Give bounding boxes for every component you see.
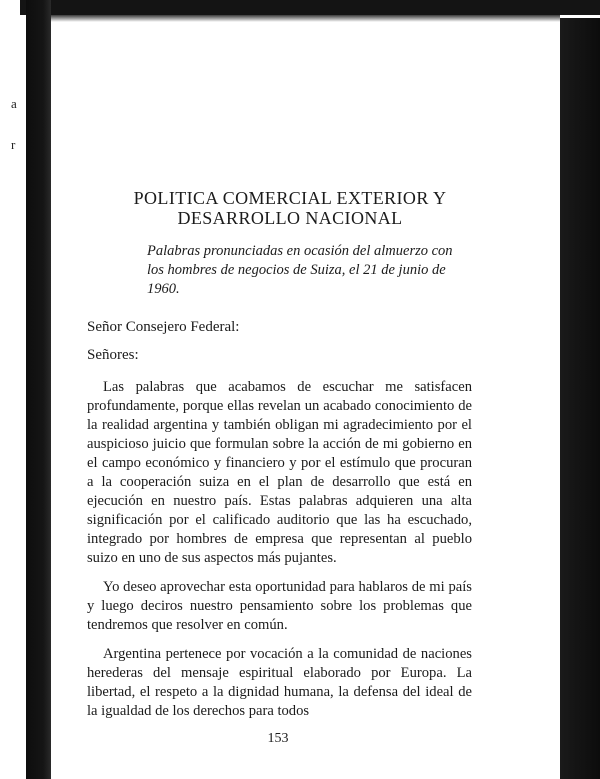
paragraph: Argentina pertenece por vocación a la comunidad de naciones herederas del mensaje espiritual elaborado por Europa. La libertad, el respeto a la dignidad humana, la defensa del ideal de la igualdad de los derechos para todos bbox=[87, 646, 472, 719]
scan-border-top bbox=[20, 0, 600, 15]
page-number: 153 bbox=[267, 731, 289, 746]
scan-border-right bbox=[560, 18, 600, 779]
margin-letter: a bbox=[11, 96, 17, 111]
paragraph: Yo deseo aprovechar esta oportunidad para hablaros de mi país y luego deciros nuestro pensamiento sobre los problemas que tendremos que resolver en común. bbox=[87, 579, 472, 633]
paragraph: Las palabras que acabamos de escuchar me satisfacen profundamente, porque ellas revelan un acabado conocimiento de la realidad argentina y también obligan mi agradecimiento por el auspicioso juicio que formulan sobre la acción de mi gobierno en el campo económico y financiero y por el estímulo que procuran a la cooperación suiza en el plan de desarrollo que está en ejecución en nuestro país. Estas palabras adquieren una alta significación por el calificado auditorio que las ha escuchado, integrado por hombres de empresa que representan al pueblo suizo en uno de sus aspectos más pujantes. bbox=[87, 379, 472, 566]
margin-letter: r bbox=[11, 137, 16, 152]
salutation: Señores: bbox=[87, 347, 139, 363]
salutation: Señor Consejero Federal: bbox=[87, 319, 240, 335]
subtitle: Palabras pronunciadas en ocasión del almuerzo con los hombres de negocios de Suiza, el 21 de junio de 1960. bbox=[147, 243, 453, 297]
title-line: DESARROLLO NACIONAL bbox=[177, 208, 403, 228]
body-text bbox=[87, 378, 472, 731]
scan-border-left bbox=[26, 0, 51, 779]
title-line: POLITICA COMERCIAL EXTERIOR Y bbox=[133, 188, 447, 208]
page-title bbox=[80, 188, 500, 228]
scan-shadow-top bbox=[50, 15, 560, 22]
